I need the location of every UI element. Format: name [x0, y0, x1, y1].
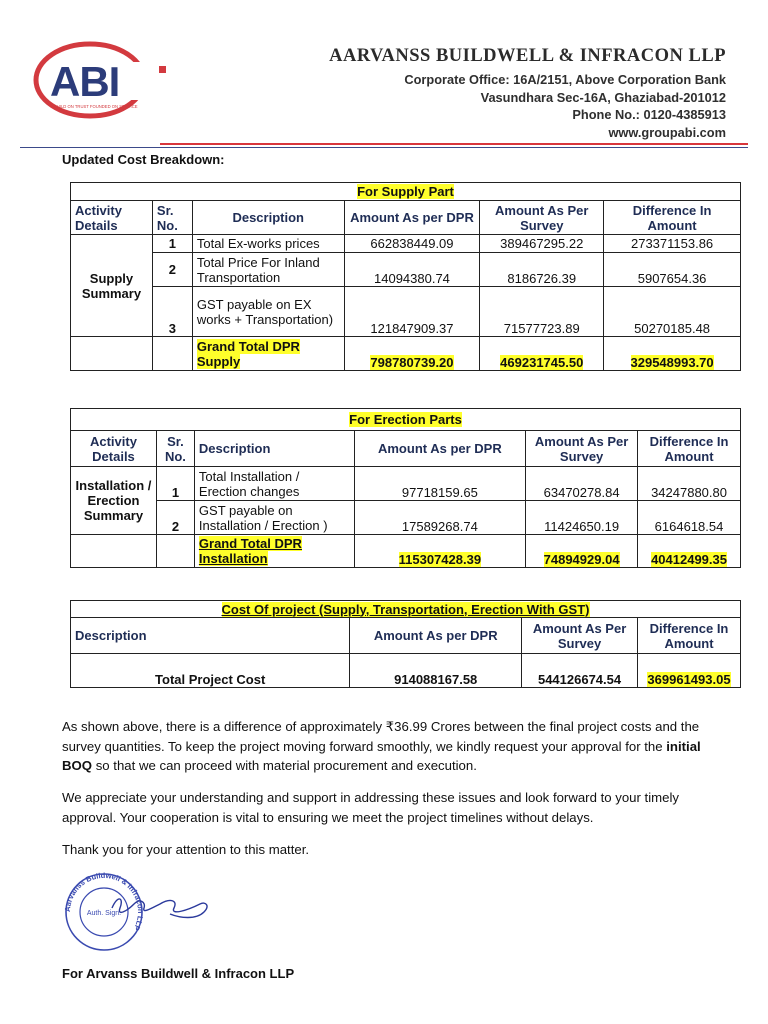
erection-table-title: For Erection Parts: [349, 412, 462, 427]
project-table-title: Cost Of project (Supply, Transportation, Erection With GST): [221, 601, 590, 617]
group-label: Supply Summary: [71, 235, 153, 337]
erection-header-row: [71, 431, 741, 467]
col-amount-dpr: Amount As per DPR: [350, 618, 522, 654]
col-amount-dpr: Amount As per DPR: [354, 431, 526, 467]
table-row: Supply Summary 1 Total Ex-works prices 662838449.09 389467295.22 273371153.86: [71, 235, 741, 253]
group-label: Installation / Erection Summary: [71, 467, 157, 535]
col-description: Description: [192, 201, 344, 235]
col-amount-survey: Amount As Per Survey: [480, 201, 604, 235]
table-row: 2 GST payable on Installation / Erection ) 17589268.74 11424650.19 6164618.54: [71, 501, 741, 535]
col-amount-survey: Amount As Per Survey: [526, 431, 638, 467]
website: www.groupabi.com: [608, 124, 726, 140]
table-row: Installation / Erection Summary 1 Total Installation / Erection changes 97718159.65 63470278.84 34247880.80: [71, 467, 741, 501]
project-header-row: [71, 618, 741, 654]
total-row: Total Project Cost 914088167.58 544126674.54 369961493.05: [71, 654, 741, 688]
paragraph-2: We appreciate your understanding and support in addressing these issues and look forward to your timely approval. Your cooperation is vital to ensuring we meet the project timelines without delays.: [62, 790, 679, 825]
supply-table: [70, 182, 741, 371]
supply-header-row: [71, 201, 741, 235]
col-description: Description: [194, 431, 354, 467]
col-difference: Difference In Amount: [638, 431, 741, 467]
paragraph-3: Thank you for your attention to this matter.: [62, 842, 310, 857]
seal-center-text: Auth. Sign.: [86, 910, 122, 917]
company-header: [329, 46, 726, 141]
phone-number: Phone No.: 0120-4385913: [572, 107, 726, 122]
erection-table: [70, 408, 741, 568]
logo-text: ABI: [50, 58, 120, 105]
col-difference: Difference In Amount: [638, 618, 741, 654]
col-amount-dpr: Amount As per DPR: [344, 201, 480, 235]
svg-text:Aarvanss Buildwell & Infracon: [63, 871, 145, 932]
col-activity-details: Activity Details: [71, 201, 153, 235]
company-logo: [32, 40, 184, 120]
page-heading: Updated Cost Breakdown:: [62, 152, 225, 167]
total-label: Total Project Cost: [71, 654, 350, 688]
address-line-1: Corporate Office: 16A/2151, Above Corporation Bank: [404, 72, 726, 87]
header-divider-blue: [20, 147, 748, 148]
col-description: Description: [71, 618, 350, 654]
total-row: Grand Total DPR Supply 798780739.20 469231745.50 329548993.70: [71, 337, 741, 371]
closing-line: For Arvanss Buildwell & Infracon LLP: [62, 966, 295, 981]
col-sr-no: Sr. No.: [156, 431, 194, 467]
col-amount-survey: Amount As Per Survey: [522, 618, 638, 654]
table-row: 3 GST payable on EX works + Transportation) 121847909.37 71577723.89 50270185.48: [71, 287, 741, 337]
project-cost-table: [70, 600, 741, 688]
col-difference: Difference In Amount: [604, 201, 741, 235]
company-seal-signature: [60, 868, 220, 954]
total-row: Grand Total DPR Installation 115307428.39 74894929.04 40412499.35: [71, 535, 741, 568]
logo-tagline: BUILD ON TRUST FOUNDED ON SERVICE: [54, 104, 138, 109]
address-line-2: Vasundhara Sec-16A, Ghaziabad-201012: [480, 89, 726, 105]
header-divider-red: [160, 143, 748, 145]
paragraph-1: As shown above, there is a difference of approximately ₹36.99 Crores between the final project costs and the survey quantities. To keep the project moving forward smoothly, we kindly request your approval for the initial BOQ so that we can proceed with material procurement and execution.: [62, 719, 701, 773]
col-activity-details: Activity Details: [71, 431, 157, 467]
seal-text: Aarvanss Buildwell & Infracon LLP: [62, 870, 146, 933]
col-sr-no: Sr. No.: [152, 201, 192, 235]
company-name: AARVANSS BUILDWELL & INFRACON LLP: [329, 46, 726, 66]
table-row: 2 Total Price For Inland Transportation 14094380.74 8186726.39 5907654.36: [71, 253, 741, 287]
supply-table-title: For Supply Part: [357, 184, 454, 199]
total-label: Grand Total DPR Supply: [196, 338, 300, 369]
total-label: Grand Total DPR Installation: [198, 536, 302, 566]
